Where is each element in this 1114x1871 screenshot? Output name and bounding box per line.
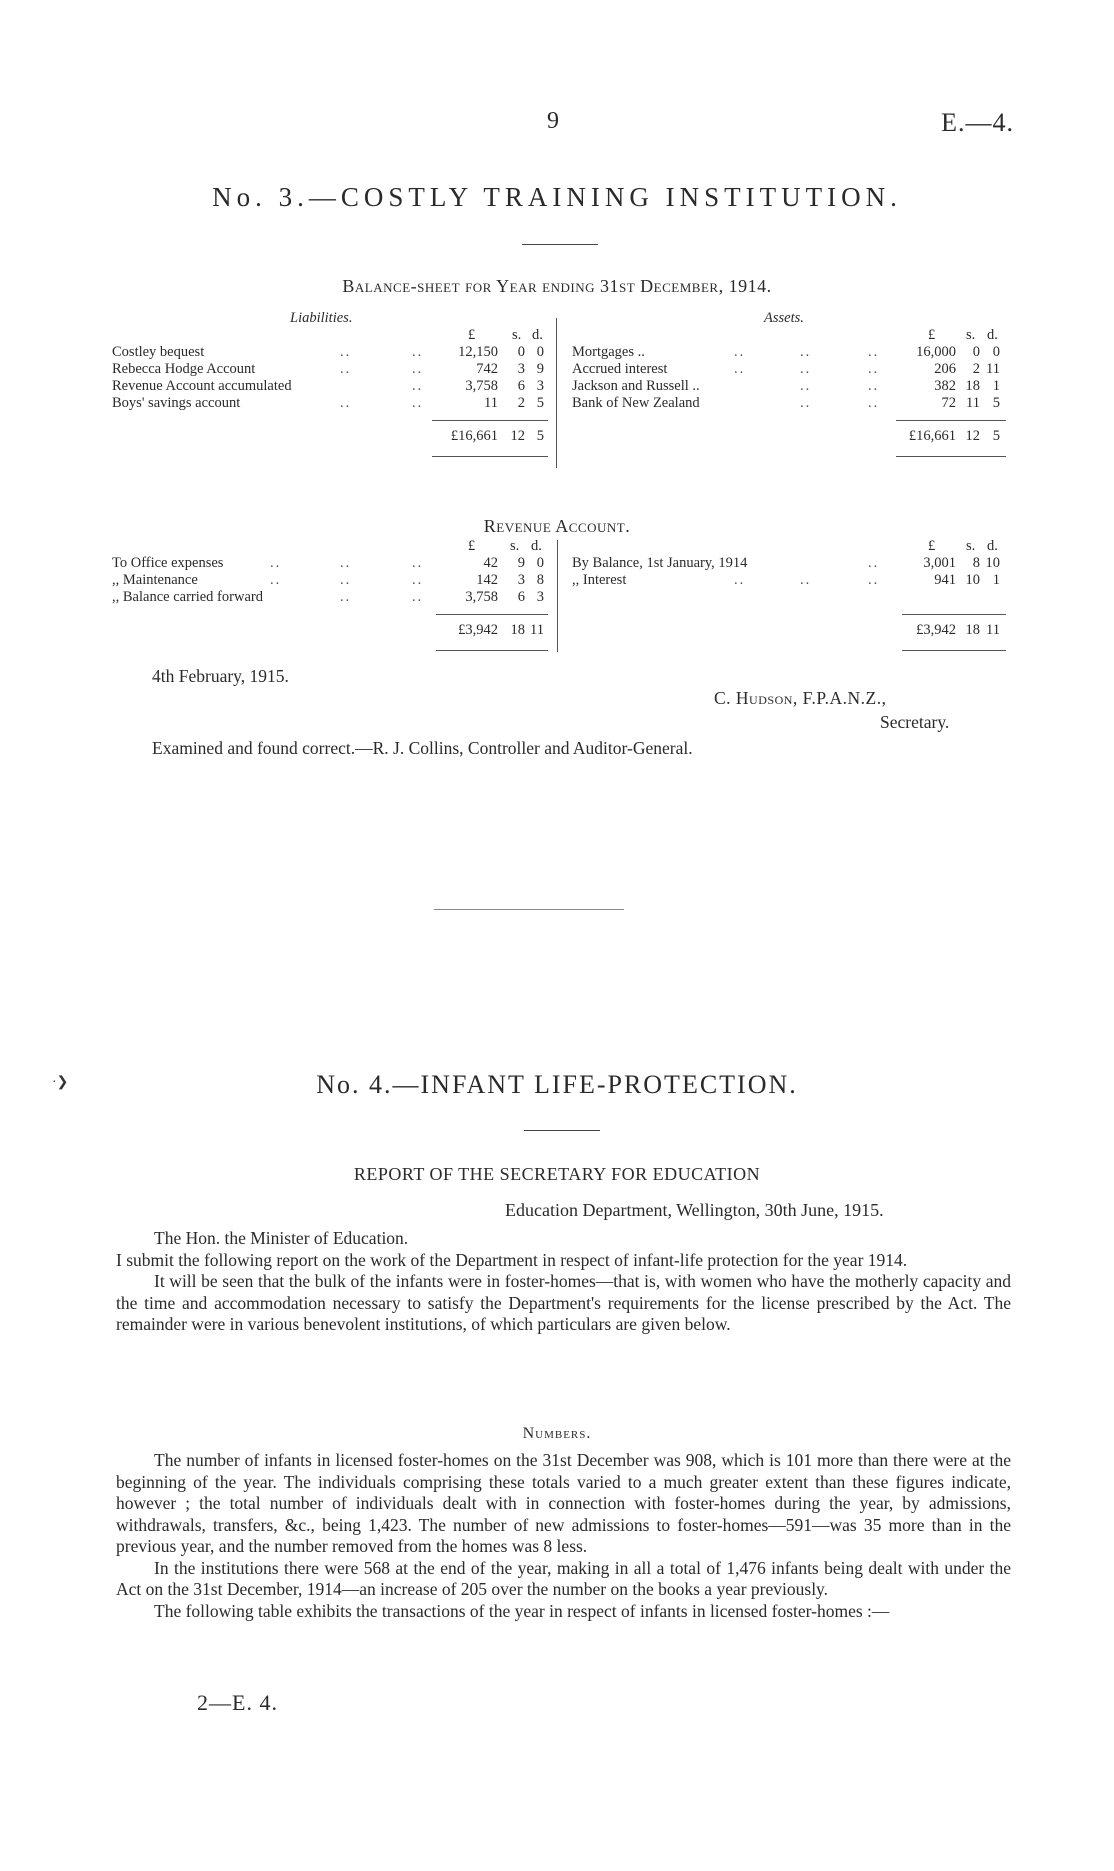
asset-pounds: 72 bbox=[941, 395, 956, 411]
revenue-debit-pounds: 42 bbox=[483, 555, 498, 571]
paragraph: The following table exhibits the transactions of the year in respect of infants in licensed foster-homes :— bbox=[154, 1600, 890, 1621]
liability-pounds: 12,150 bbox=[458, 344, 498, 360]
liab-header-pounds: £ bbox=[468, 327, 476, 343]
total-double-rule bbox=[436, 650, 548, 651]
leader-dots: .. bbox=[800, 361, 812, 377]
assets-total-pounds: £16,661 bbox=[908, 428, 956, 444]
leader-dots: .. bbox=[734, 361, 746, 377]
rev-credit-header-pence: d. bbox=[987, 538, 998, 554]
signature-role: Secretary. bbox=[880, 712, 950, 732]
leader-dots: .. bbox=[412, 589, 424, 605]
liability-label: Costley bequest bbox=[112, 344, 205, 360]
leader-dots: .. bbox=[412, 572, 424, 588]
total-double-rule bbox=[902, 650, 1006, 651]
revenue-debit-pounds: 142 bbox=[476, 572, 498, 588]
leader-dots: .. bbox=[868, 344, 880, 360]
revenue-credit-label: ,, Interest bbox=[572, 572, 627, 588]
report-date: 4th February, 1915. bbox=[152, 666, 289, 686]
leader-dots: .. bbox=[800, 395, 812, 411]
revenue-debit-pounds: 3,758 bbox=[465, 589, 498, 605]
liab-header-pence: d. bbox=[532, 327, 543, 343]
liability-label: Revenue Account accumulated bbox=[112, 378, 292, 394]
paragraph: I submit the following report on the work of the Department in respect of infant-life protection for the year 1914. bbox=[116, 1249, 908, 1270]
revenue-debit-total-pounds: £3,942 bbox=[458, 622, 498, 638]
leader-dots: .. bbox=[340, 555, 352, 571]
total-double-rule bbox=[896, 456, 1006, 457]
page-number: 9 bbox=[547, 108, 559, 134]
leader-dots: .. bbox=[734, 572, 746, 588]
revenue-credit-label: By Balance, 1st January, 1914 bbox=[572, 555, 748, 571]
asset-pence: 5 bbox=[992, 395, 1000, 411]
asset-pence: 11 bbox=[986, 361, 1000, 377]
revenue-credit-total-pounds: £3,942 bbox=[916, 622, 956, 638]
total-double-rule bbox=[432, 456, 548, 457]
leader-dots: .. bbox=[340, 589, 352, 605]
asset-label: Bank of New Zealand bbox=[572, 395, 700, 411]
leader-dots: .. bbox=[868, 378, 880, 394]
title-divider bbox=[522, 244, 598, 245]
asset-label: Mortgages .. bbox=[572, 344, 645, 360]
revenue-credit-pounds: 941 bbox=[934, 572, 956, 588]
revenue-debit-total-shillings: 18 bbox=[510, 622, 525, 638]
leader-dots: .. bbox=[270, 572, 282, 588]
liability-pounds: 742 bbox=[476, 361, 498, 377]
title-divider bbox=[524, 1130, 600, 1131]
liability-pounds: 11 bbox=[484, 395, 498, 411]
assets-label: Assets. bbox=[764, 310, 804, 326]
margin-mark-icon: ·❯ bbox=[52, 1075, 69, 1090]
liability-pence: 0 bbox=[536, 344, 544, 360]
asset-label: Jackson and Russell .. bbox=[572, 378, 700, 394]
leader-dots: .. bbox=[340, 395, 352, 411]
assets-total-shillings: 12 bbox=[965, 428, 980, 444]
rev-credit-header-pounds: £ bbox=[928, 538, 936, 554]
revenue-debit-label: To Office expenses bbox=[112, 555, 224, 571]
leader-dots: .. bbox=[412, 361, 424, 377]
asset-shillings: 18 bbox=[965, 378, 980, 394]
total-rule bbox=[432, 420, 548, 421]
leader-dots: .. bbox=[800, 344, 812, 360]
revenue-credit-pence: 1 bbox=[992, 572, 1000, 588]
asset-pence: 0 bbox=[992, 344, 1000, 360]
paragraph: In the institutions there were 568 at the end of the year, making in all a total of 1,476 infants being dealt with under the Act on the 31st December, 1914—an increase of 205 over the number on the books a year previously. bbox=[116, 1557, 1011, 1599]
report-heading: REPORT OF THE SECRETARY FOR EDUCATION bbox=[353, 1164, 761, 1184]
total-rule bbox=[436, 614, 548, 615]
assets-header-pence: d. bbox=[987, 327, 998, 343]
liability-label: Rebecca Hodge Account bbox=[112, 361, 256, 377]
leader-dots: .. bbox=[868, 572, 880, 588]
leader-dots: .. bbox=[868, 395, 880, 411]
asset-pounds: 382 bbox=[934, 378, 956, 394]
asset-pence: 1 bbox=[992, 378, 1000, 394]
paragraph: The number of infants in licensed foster-homes on the 31st December was 908, which is 101 more than there were at the beginning of the year. The individuals comprising these totals varied to a much greater extent than these figures indicate, however ; the total number of individuals dealt with in connection with foster-homes during the year, by admissions, withdrawals, transfers, &c., being 1,423. The number of new admissions to foster-homes—591—was 35 more than in the previous year, and the number removed from the homes was 8 less. bbox=[116, 1450, 1011, 1556]
leader-dots: .. bbox=[270, 555, 282, 571]
revenue-debit-shillings: 9 bbox=[517, 555, 525, 571]
liability-pounds: 3,758 bbox=[465, 378, 498, 394]
assets-total-pence: 5 bbox=[992, 428, 1000, 444]
leader-dots: .. bbox=[412, 555, 424, 571]
signature-mark: 2—E. 4. bbox=[197, 1690, 278, 1715]
rev-header-pence: d. bbox=[531, 538, 542, 554]
section-divider bbox=[434, 909, 624, 910]
revenue-debit-pence: 3 bbox=[536, 589, 544, 605]
assets-header-pounds: £ bbox=[928, 327, 936, 343]
leader-dots: .. bbox=[800, 378, 812, 394]
revenue-debit-shillings: 6 bbox=[517, 589, 525, 605]
signature-name: C. Hudson, F.P.A.N.Z., bbox=[714, 688, 887, 708]
liabilities-label: Liabilities. bbox=[290, 310, 353, 326]
revenue-debit-pence: 0 bbox=[536, 555, 544, 571]
rev-header-pounds: £ bbox=[468, 538, 476, 554]
liabilities-total-pence: 5 bbox=[536, 428, 544, 444]
leader-dots: .. bbox=[340, 344, 352, 360]
liabilities-total-shillings: 12 bbox=[510, 428, 525, 444]
assets-header-shillings: s. bbox=[966, 327, 976, 343]
asset-shillings: 0 bbox=[972, 344, 980, 360]
revenue-debit-shillings: 3 bbox=[517, 572, 525, 588]
liability-pence: 3 bbox=[536, 378, 544, 394]
leader-dots: .. bbox=[868, 555, 880, 571]
section-title-costly: No. 3.—COSTLY TRAINING INSTITUTION. bbox=[212, 182, 902, 212]
total-rule bbox=[902, 614, 1006, 615]
liability-shillings: 0 bbox=[517, 344, 525, 360]
revenue-debit-label: ,, Balance carried forward bbox=[112, 589, 263, 605]
revenue-account-title: Revenue Account. bbox=[483, 516, 631, 536]
document-code: E.—4. bbox=[941, 108, 1014, 137]
revenue-debit-label: ,, Maintenance bbox=[112, 572, 198, 588]
asset-label: Accrued interest bbox=[572, 361, 668, 377]
balance-sheet-title: Balance-sheet for Year ending 31st December, 1914. bbox=[342, 276, 772, 296]
leader-dots: .. bbox=[868, 361, 880, 377]
numbers-heading: Numbers. bbox=[522, 1425, 592, 1442]
total-rule bbox=[896, 420, 1006, 421]
report-body-intro bbox=[116, 1228, 1011, 1336]
liability-pence: 5 bbox=[536, 395, 544, 411]
asset-pounds: 206 bbox=[934, 361, 956, 377]
liability-shillings: 3 bbox=[517, 361, 525, 377]
rev-credit-header-shillings: s. bbox=[966, 538, 976, 554]
section-title-infant: No. 4.—INFANT LIFE-PROTECTION. bbox=[316, 1070, 798, 1099]
liability-pence: 9 bbox=[536, 361, 544, 377]
revenue-debit-total-pence: 11 bbox=[530, 622, 544, 638]
audit-statement: Examined and found correct.—R. J. Collins, Controller and Auditor-General. bbox=[152, 738, 693, 758]
leader-dots: .. bbox=[340, 572, 352, 588]
rev-header-shillings: s. bbox=[510, 538, 520, 554]
leader-dots: .. bbox=[412, 395, 424, 411]
column-divider bbox=[556, 318, 557, 468]
revenue-credit-total-shillings: 18 bbox=[965, 622, 980, 638]
liability-shillings: 6 bbox=[517, 378, 525, 394]
leader-dots: .. bbox=[412, 344, 424, 360]
addressee: The Hon. the Minister of Education. bbox=[154, 1228, 409, 1248]
column-divider bbox=[557, 540, 558, 652]
asset-shillings: 11 bbox=[966, 395, 980, 411]
leader-dots: .. bbox=[800, 572, 812, 588]
revenue-debit-pence: 8 bbox=[536, 572, 544, 588]
leader-dots: .. bbox=[412, 378, 424, 394]
revenue-credit-pounds: 3,001 bbox=[923, 555, 956, 571]
leader-dots: .. bbox=[340, 361, 352, 377]
asset-shillings: 2 bbox=[972, 361, 980, 377]
revenue-credit-shillings: 10 bbox=[965, 572, 980, 588]
revenue-credit-pence: 10 bbox=[985, 555, 1000, 571]
liabilities-total-pounds: £16,661 bbox=[450, 428, 498, 444]
revenue-credit-total-pence: 11 bbox=[986, 622, 1000, 638]
asset-pounds: 16,000 bbox=[916, 344, 956, 360]
paragraph: It will be seen that the bulk of the infants were in foster-homes—that is, with women who have the motherly capacity and the time and accommodation necessary to satisfy the Department's requirements for the license prescribed by the Act. The remainder were in various benevolent institutions, of which particulars are given below. bbox=[116, 1271, 1011, 1334]
liability-shillings: 2 bbox=[517, 395, 525, 411]
liability-label: Boys' savings account bbox=[112, 395, 241, 411]
leader-dots: .. bbox=[734, 344, 746, 360]
revenue-credit-shillings: 8 bbox=[972, 555, 980, 571]
report-body-numbers bbox=[116, 1450, 1011, 1622]
liab-header-shillings: s. bbox=[512, 327, 522, 343]
department-line: Education Department, Wellington, 30th June, 1915. bbox=[505, 1200, 884, 1220]
